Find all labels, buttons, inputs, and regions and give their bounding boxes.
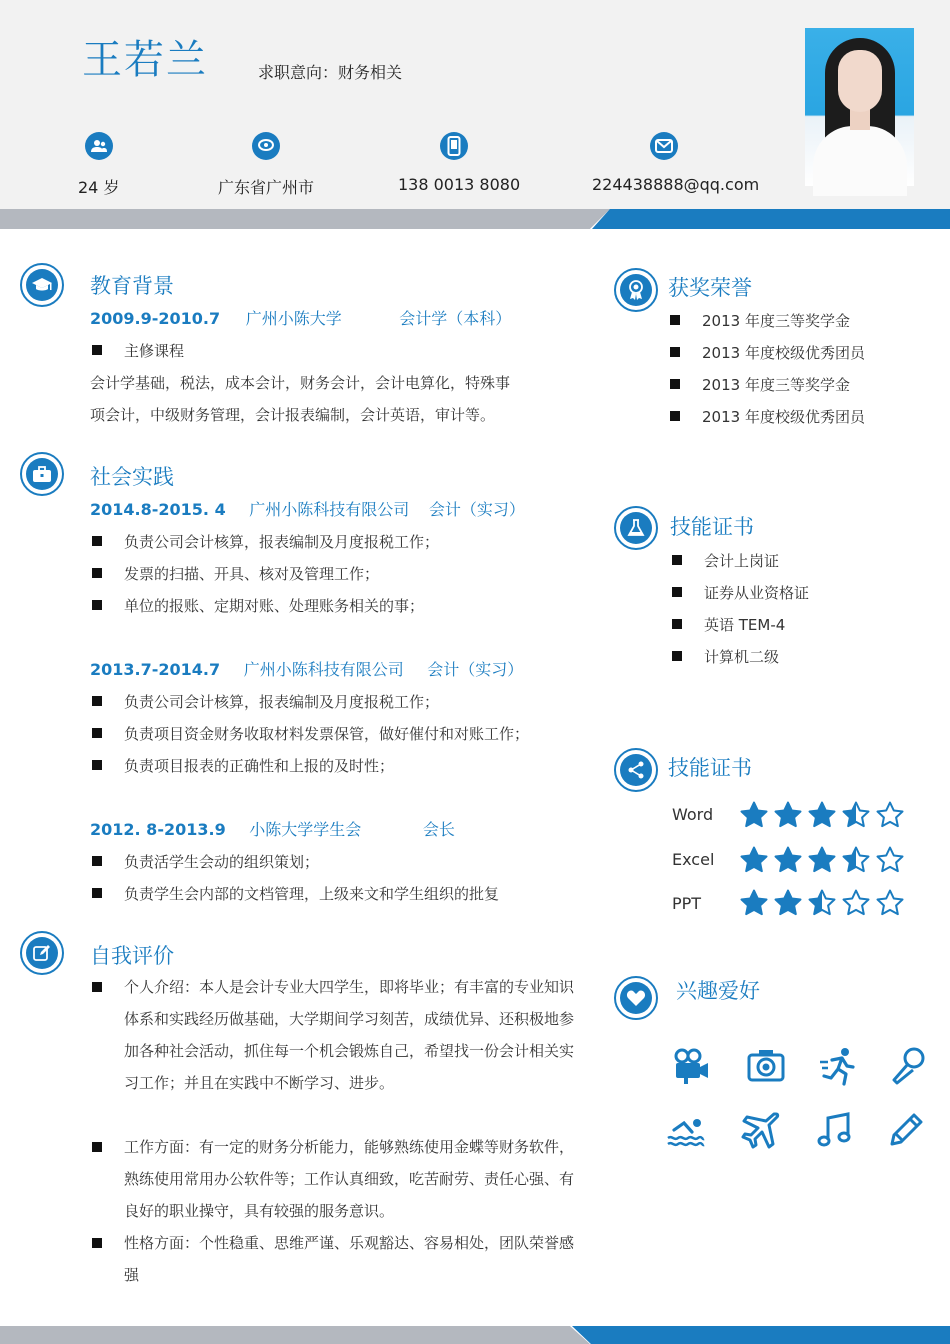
location-text: 广东省广州市 [218, 178, 315, 197]
skills-title: 技能证书 [668, 756, 752, 780]
duty-item: 负责项目资金财务收取材料发票保管，做好催付和对账工作； [124, 725, 530, 743]
skill-stars [740, 889, 904, 917]
briefcase-icon [20, 452, 64, 496]
star-empty-icon [876, 801, 904, 829]
cert-item: 会计上岗证 [704, 552, 780, 570]
music-note-icon [814, 1110, 854, 1150]
cert-item: 英语 TEM-4 [704, 616, 786, 634]
skill-name: Word [672, 805, 714, 824]
star-full-icon [774, 889, 802, 917]
practice-role: 会计（实习） [427, 660, 524, 679]
pencil-icon [886, 1110, 926, 1150]
photo-camera-icon [746, 1046, 786, 1086]
candidate-name: 王若兰 [82, 37, 208, 83]
footer-gray-band [0, 1326, 590, 1344]
duty-item: 单位的报账、定期对账、处理账务相关的事； [124, 597, 425, 615]
award-item: 2013 年度校级优秀团员 [702, 408, 865, 426]
user-icon [85, 132, 113, 160]
practice-role: 会长 [422, 820, 455, 839]
star-full-icon [808, 801, 836, 829]
email-icon [650, 132, 678, 160]
medal-icon [614, 268, 658, 312]
running-icon [818, 1046, 858, 1086]
job-intent: 求职意向：财务相关 [258, 63, 403, 82]
awards-title: 获奖荣誉 [668, 276, 752, 300]
certs-title: 技能证书 [670, 515, 754, 539]
practice-org: 小陈大学学生会 [249, 820, 362, 839]
header-gray-band [0, 209, 610, 229]
practice-title: 社会实践 [90, 465, 174, 489]
self-eval-item: 性格方面：个性稳重、思维严谨、乐观豁达、容易相处，团队荣誉感强 [124, 1227, 584, 1269]
practice-entry-3 [90, 817, 455, 840]
email-text: 224438888@qq.com [592, 175, 760, 194]
star-half-icon [842, 846, 870, 874]
skill-name: PPT [672, 894, 702, 913]
practice-date: 2012. 8-2013.9 [90, 820, 226, 839]
heart-icon [614, 976, 658, 1020]
share-icon [614, 748, 658, 792]
star-empty-icon [876, 846, 904, 874]
star-half-icon [808, 889, 836, 917]
education-entry [90, 306, 511, 329]
cert-item: 证券从业资格证 [704, 584, 810, 602]
duty-item: 负责活学生会动的组织策划； [124, 853, 320, 871]
practice-entry-1 [90, 497, 525, 520]
duty-item: 负责公司会计核算，报表编制及月度报税工作； [124, 533, 440, 551]
star-empty-icon [876, 889, 904, 917]
star-full-icon [740, 846, 768, 874]
profile-photo [805, 28, 914, 186]
location-icon [252, 132, 280, 160]
flask-icon [614, 506, 658, 550]
education-major: 会计学（本科） [399, 309, 512, 328]
practice-date: 2014.8-2015. 4 [90, 500, 226, 519]
award-item: 2013 年度校级优秀团员 [702, 344, 865, 362]
graduation-cap-icon [20, 263, 64, 307]
self-eval-item: 个人介绍：本人是会计专业大四学生，即将毕业；有丰富的专业知识体系和实践经历做基础，大学期间学习刻苦，成绩优异、还积极地参加各种社会活动，抓住每一个机会锻炼自己，希望找一份会计相关实习工作；并且在实践中不断学习、进步。 [124, 971, 584, 1099]
star-full-icon [774, 801, 802, 829]
star-empty-icon [842, 889, 870, 917]
duty-item: 负责项目报表的正确性和上报的及时性； [124, 757, 395, 775]
course-heading: 主修课程 [124, 342, 185, 360]
education-school: 广州小陈大学 [245, 309, 342, 328]
education-date: 2009.9-2010.7 [90, 309, 221, 328]
self-eval-title: 自我评价 [90, 944, 174, 968]
courses-line-2: 项会计，中级财务管理，会计报表编制，会计英语，审计等。 [90, 406, 496, 424]
phone-text: 138 0013 8080 [398, 175, 521, 194]
duty-item: 负责学生会内部的文档管理，上级来文和学生组织的批复 [124, 885, 500, 903]
duty-item: 负责公司会计核算，报表编制及月度报税工作； [124, 693, 440, 711]
skill-name: Excel [672, 850, 715, 869]
duty-item: 发票的扫描、开具、核对及管理工作； [124, 565, 380, 583]
award-item: 2013 年度三等奖学金 [702, 312, 850, 330]
microphone-icon [888, 1046, 928, 1086]
education-title: 教育背景 [90, 274, 174, 298]
star-full-icon [740, 801, 768, 829]
practice-role: 会计（实习） [428, 500, 525, 519]
practice-org: 广州小陈科技有限公司 [243, 660, 404, 679]
film-camera-icon [670, 1046, 710, 1086]
practice-entry-2 [90, 657, 523, 680]
courses-line-1: 会计学基础，税法，成本会计，财务会计，会计电算化，特殊事 [90, 374, 511, 392]
star-full-icon [774, 846, 802, 874]
header-blue-band [592, 209, 950, 229]
age-text: 24 岁 [78, 178, 120, 197]
swimming-icon [666, 1110, 706, 1150]
skill-stars [740, 846, 904, 874]
airplane-icon [742, 1110, 782, 1150]
star-full-icon [740, 889, 768, 917]
cert-item: 计算机二级 [704, 648, 780, 666]
practice-date: 2013.7-2014.7 [90, 660, 221, 679]
self-eval-item: 工作方面：有一定的财务分析能力，能够熟练使用金蝶等财务软件，熟练使用常用办公软件等；工作认真细致，吃苦耐劳、责任心强、有良好的职业操守，具有较强的服务意识。 [124, 1131, 584, 1227]
star-full-icon [808, 846, 836, 874]
phone-icon [440, 132, 468, 160]
star-half-icon [842, 801, 870, 829]
practice-org: 广州小陈科技有限公司 [249, 500, 410, 519]
footer-blue-band [572, 1326, 950, 1344]
skill-stars [740, 801, 904, 829]
hobbies-title: 兴趣爱好 [676, 979, 760, 1003]
edit-icon [20, 931, 64, 975]
award-item: 2013 年度三等奖学金 [702, 376, 850, 394]
